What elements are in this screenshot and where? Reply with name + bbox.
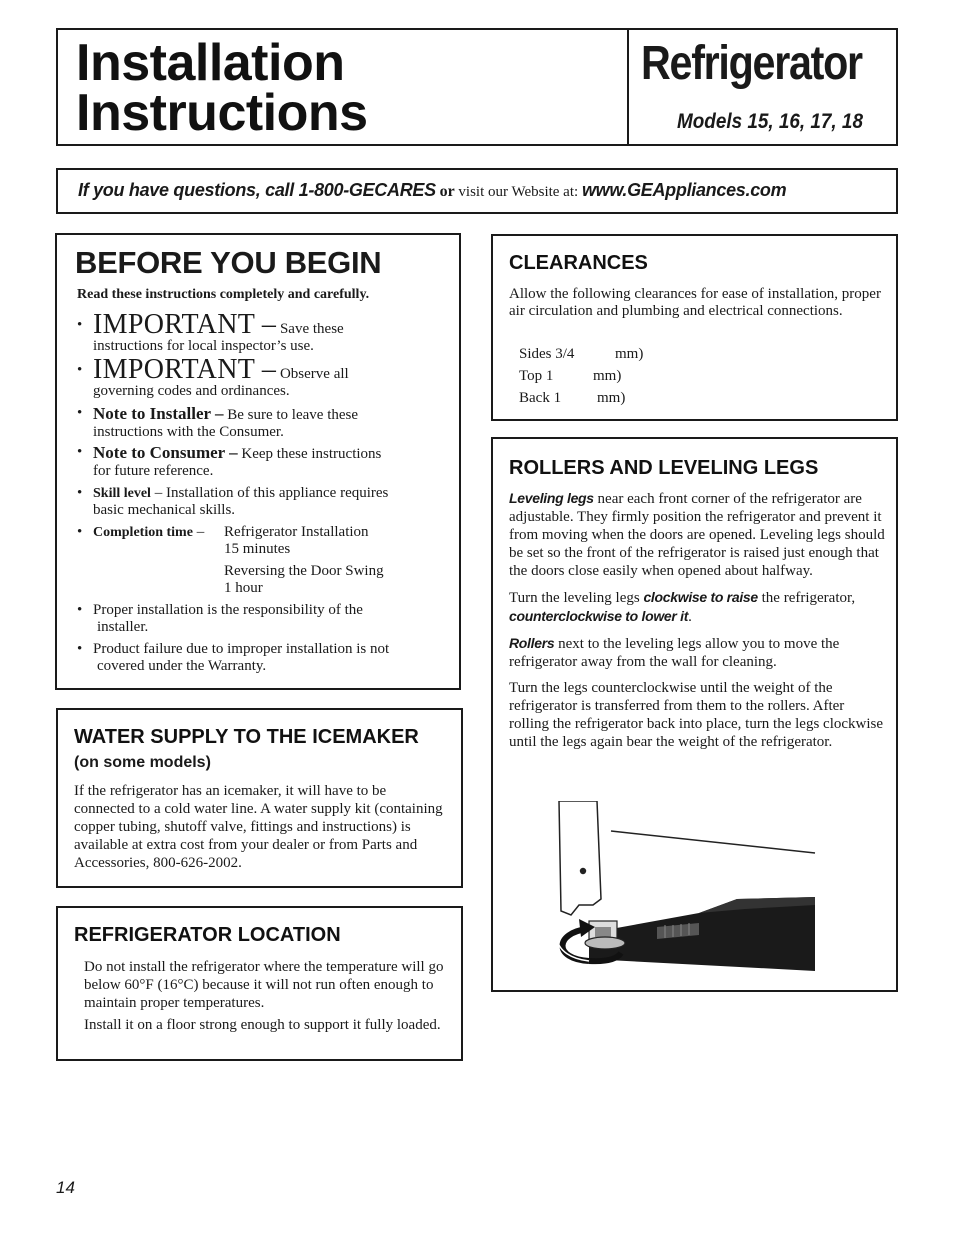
rollers-paragraph-1 [509,489,886,580]
important-text: Save these [279,321,344,337]
models-subtitle: Models 15, 16, 17, 18 [677,110,863,133]
skill-level-item: • Skill level – Installation of this appliance requires basic mechanical skills. [77,485,447,519]
clearance-row [519,346,644,363]
rollers-paragraph-3 [509,634,886,671]
before-you-begin-box [55,233,461,690]
important-label: IMPORTANT – [93,309,277,340]
completion-time-item: • Completion time – Refrigerator Installation 15 minutes Reversing the Door Swing 1 hour [77,524,447,604]
website-link[interactable]: www.GEAppliances.com [581,180,787,200]
clearance-value: mm) [597,390,626,406]
location-paragraph-1: Do not install the refrigerator where the temperature will go below 60°F (16°C) because it will not run often enough to maintain proper temperatures. [84,959,444,1011]
skill-level-text: – Installation of this appliance requires [154,485,389,501]
rollers-paragraph-4: Turn the legs counterclockwise until the weight of the refrigerator is transferred from them to the rollers. After rolling the refrigerator back into place, turn the legs clockwise until the legs again bear the weight of the refrigerator. [509,680,884,750]
location-title: REFRIGERATOR LOCATION [74,924,341,946]
product-failure-line1: Product failure due to improper installation is not [93,641,390,657]
leveling-leg-illustration [549,801,819,971]
note-consumer-item: • Note to Consumer – Keep these instructions for future reference. [77,444,447,480]
important-text-cont: governing codes and ordinances. [93,383,290,399]
completion-item-1-time: 15 minutes [224,541,291,557]
turn-legs-text-c: the refrigerator, [761,590,856,606]
turn-legs-period: . [688,609,692,625]
clearance-value: mm) [593,368,622,384]
rollers-body [509,489,886,759]
rollers-title: ROLLERS AND LEVELING LEGS [509,457,819,479]
completion-item-2: Reversing the Door Swing [224,563,384,579]
important-text-cont: instructions for local inspector’s use. [93,338,314,354]
page-number: 14 [56,1178,75,1197]
water-supply-box [56,708,463,888]
turn-legs-text-a: Turn the leveling legs [509,590,640,606]
completion-item-2-time: 1 hour [224,580,263,596]
rollers-leveling-legs-box [491,437,898,992]
proper-installation-item: • Proper installation is the responsibility of the installer. [77,602,447,636]
product-title: Refrigerator [641,37,862,90]
clearance-row [519,368,622,385]
contact-question: If you have questions, call 1-800-GECARES [78,180,436,200]
page-title-line2: Instructions [76,84,368,142]
clearance-row [519,390,626,407]
contact-bar [56,168,898,214]
completion-time-label: Completion time [93,525,193,540]
rollers-paragraph-2 [509,588,886,626]
important-item-2: • IMPORTANT – Observe all governing codes and ordinances. [77,358,447,400]
clearances-box [491,234,898,421]
note-consumer-text: Keep these instructions [241,446,382,462]
skill-level-cont: basic mechanical skills. [93,502,236,518]
leveling-legs-lead: Leveling legs [509,490,594,506]
water-supply-text: If the refrigerator has an icemaker, it will have to be connected to a cold water line. A water supply kit (containing copper tubing, shutoff valve, fittings and instructions) is available at extra cost from your dealer or from Parts and Accessories, 800-626-2002. [74,783,443,871]
note-consumer-label: Note to Consumer – [93,443,238,462]
before-title: BEFORE YOU BEGIN [75,245,382,280]
before-intro: Read these instructions completely and carefully. [77,287,370,302]
rollers-lead: Rollers [509,635,555,651]
clearance-value: mm) [615,346,644,362]
product-failure-line2: covered under the Warranty. [97,658,267,674]
location-paragraph-2: Install it on a floor strong enough to support it fully loaded. [84,1017,441,1033]
note-installer-text: Be sure to leave these [227,407,359,423]
proper-installation-line1: Proper installation is the responsibility of the [93,602,363,618]
contact-line [78,180,786,201]
important-text: Observe all [279,366,349,382]
page-title [76,34,368,142]
completion-dash: – [196,524,205,540]
clearances-intro: Allow the following clearances for ease of installation, proper air circulation and plumbing and electrical connections. [509,286,881,319]
note-installer-item: • Note to Installer – Be sure to leave these instructions with the Consumer. [77,405,447,441]
contact-visit: visit our Website at: [458,184,579,200]
important-item-1: • IMPORTANT – Save these instructions for local inspector’s use. [77,313,447,355]
refrigerator-location-box [56,906,463,1061]
note-consumer-cont: for future reference. [93,463,214,479]
note-installer-cont: instructions with the Consumer. [93,424,284,440]
clearance-label: Sides 3/4 [519,346,575,362]
water-supply-subtitle: (on some models) [74,754,211,771]
header-product-panel [629,30,896,144]
water-supply-title: WATER SUPPLY TO THE ICEMAKER [74,726,419,748]
proper-installation-line2: installer. [97,619,149,635]
clockwise-raise-text: clockwise to raise [643,589,758,605]
header-title-panel [58,30,629,144]
completion-item-1: Refrigerator Installation [224,524,369,540]
counterclockwise-lower-text: counterclockwise to lower it [509,608,689,624]
important-label: IMPORTANT – [93,354,277,385]
clearances-title: CLEARANCES [509,252,648,274]
clearance-label: Top 1 [519,368,554,384]
contact-or: or [439,183,455,200]
product-failure-item: • Product failure due to improper installation is not covered under the Warranty. [77,641,447,675]
leveling-legs-text: near each front corner of the refrigerator are adjustable. They firmly position the refrigerator and prevent it from moving when the doors are opened. Leveling legs should be set so the front of the refrigerator is raised just enough that the doors close easily when opened about halfway. [509,491,885,579]
rollers-text: next to the leveling legs allow you to move the refrigerator away from the wall for cleaning. [509,636,840,670]
note-installer-label: Note to Installer – [93,404,224,423]
skill-level-label: Skill level [93,486,151,501]
header-box [56,28,898,146]
location-body [84,958,449,1042]
page-title-line1: Installation [76,34,345,92]
clearance-label: Back 1 [519,390,562,406]
